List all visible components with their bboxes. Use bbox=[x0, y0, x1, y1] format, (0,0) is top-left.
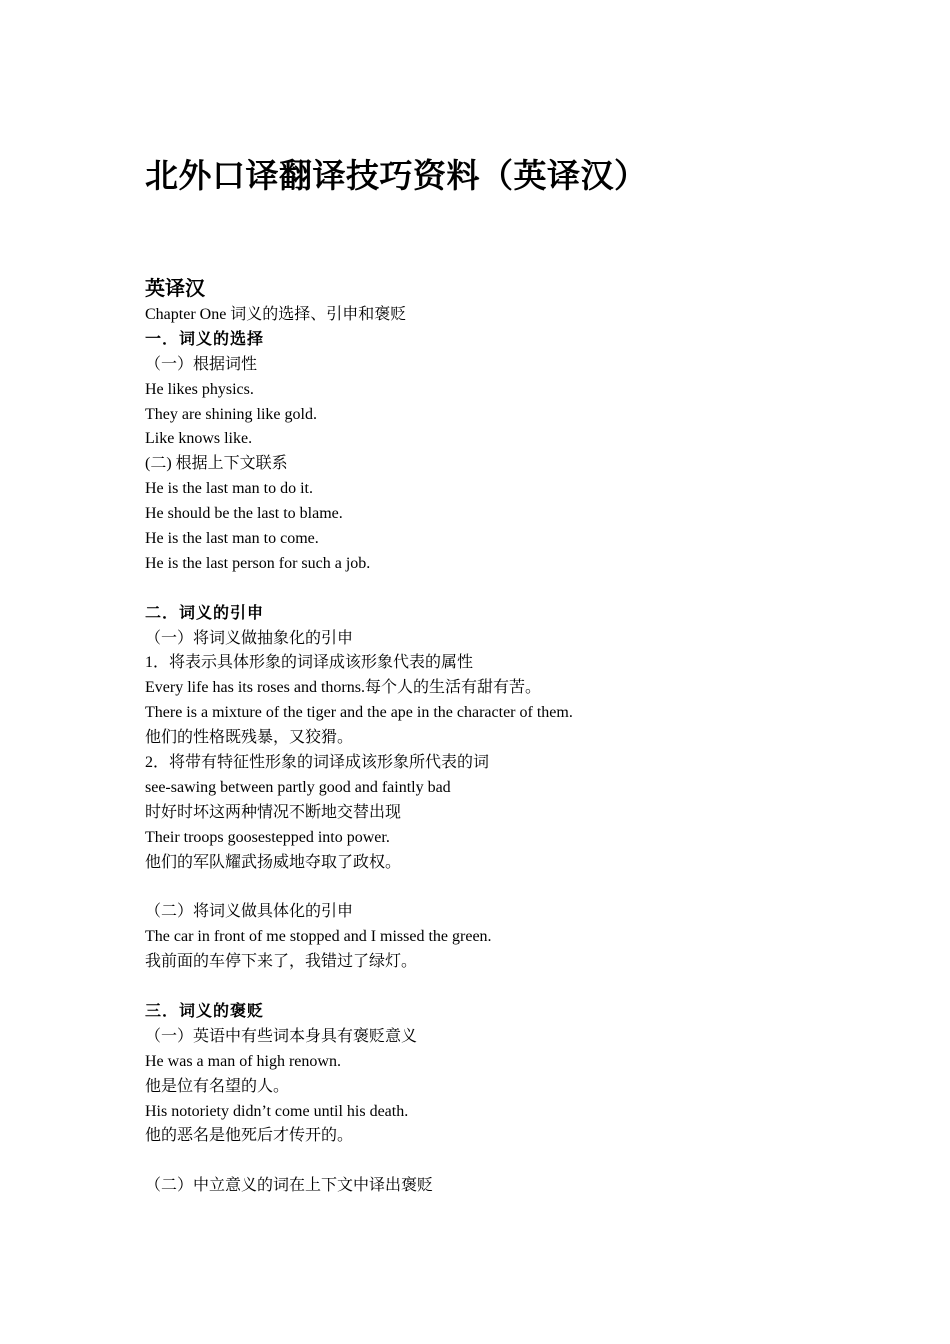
subsection-heading: 一．词义的选择 bbox=[145, 330, 265, 348]
text-line: There is a mixture of the tiger and the ape in the character of them. bbox=[145, 704, 573, 722]
text-line: （二）将词义做具体化的引申 bbox=[145, 903, 354, 921]
text-line: 他的恶名是他死后才传开的。 bbox=[145, 1127, 354, 1145]
text-line: His notoriety didn’t come until his death. bbox=[145, 1102, 409, 1120]
text-line: He should be the last to blame. bbox=[145, 505, 343, 523]
text-line: see-sawing between partly good and faintly bad bbox=[145, 778, 451, 796]
text-line: He is the last man to come. bbox=[145, 530, 319, 548]
text-line: （一）根据词性 bbox=[145, 355, 258, 373]
text-line: 2．将带有特征性形象的词译成该形象所代表的词 bbox=[145, 754, 490, 772]
text-line: The car in front of me stopped and I missed the green. bbox=[145, 928, 492, 946]
text-line: 他们的军队耀武扬威地夺取了政权。 bbox=[145, 853, 402, 871]
text-line: 1．将表示具体形象的词译成该形象代表的属性 bbox=[145, 654, 474, 672]
text-line: Chapter One 词义的选择、引申和褒贬 bbox=[145, 306, 407, 323]
text-line: （一）将词义做抽象化的引申 bbox=[145, 629, 354, 647]
blank-line bbox=[145, 1149, 845, 1174]
document-title: 北外口译翻译技巧资料（英译汉） bbox=[145, 159, 648, 195]
text-line: 时好时坏这两种情况不断地交替出现 bbox=[145, 803, 402, 821]
text-line: He likes physics. bbox=[145, 380, 254, 398]
subsection-heading: 二．词义的引申 bbox=[145, 604, 265, 622]
text-lines bbox=[145, 303, 845, 1199]
section-heading: 英译汉 bbox=[145, 278, 205, 300]
text-line: 他们的性格既残暴，又狡猾。 bbox=[145, 729, 354, 747]
text-line: They are shining like gold. bbox=[145, 405, 317, 423]
text-line: （一）英语中有些词本身具有褒贬意义 bbox=[145, 1027, 418, 1045]
text-line: He is the last person for such a job. bbox=[145, 554, 371, 572]
text-line: 他是位有名望的人。 bbox=[145, 1077, 290, 1095]
text-line: (二) 根据上下文联系 bbox=[145, 455, 288, 473]
text-line: He was a man of high renown. bbox=[145, 1052, 341, 1070]
text-line: Their troops goosestepped into power. bbox=[145, 828, 390, 846]
blank-line bbox=[145, 975, 845, 1000]
text-line: He is the last man to do it. bbox=[145, 480, 313, 498]
subsection-heading: 三．词义的褒贬 bbox=[145, 1002, 265, 1020]
text-line: Every life has its roses and thorns.每个人的生活有甜有苦。 bbox=[145, 679, 541, 697]
text-line: 我前面的车停下来了，我错过了绿灯。 bbox=[145, 953, 418, 971]
text-line: Like knows like. bbox=[145, 430, 253, 448]
blank-line bbox=[145, 875, 845, 900]
document-body bbox=[145, 275, 845, 1199]
text-line: （二）中立意义的词在上下文中译出褒贬 bbox=[145, 1177, 434, 1195]
blank-line bbox=[145, 577, 845, 602]
